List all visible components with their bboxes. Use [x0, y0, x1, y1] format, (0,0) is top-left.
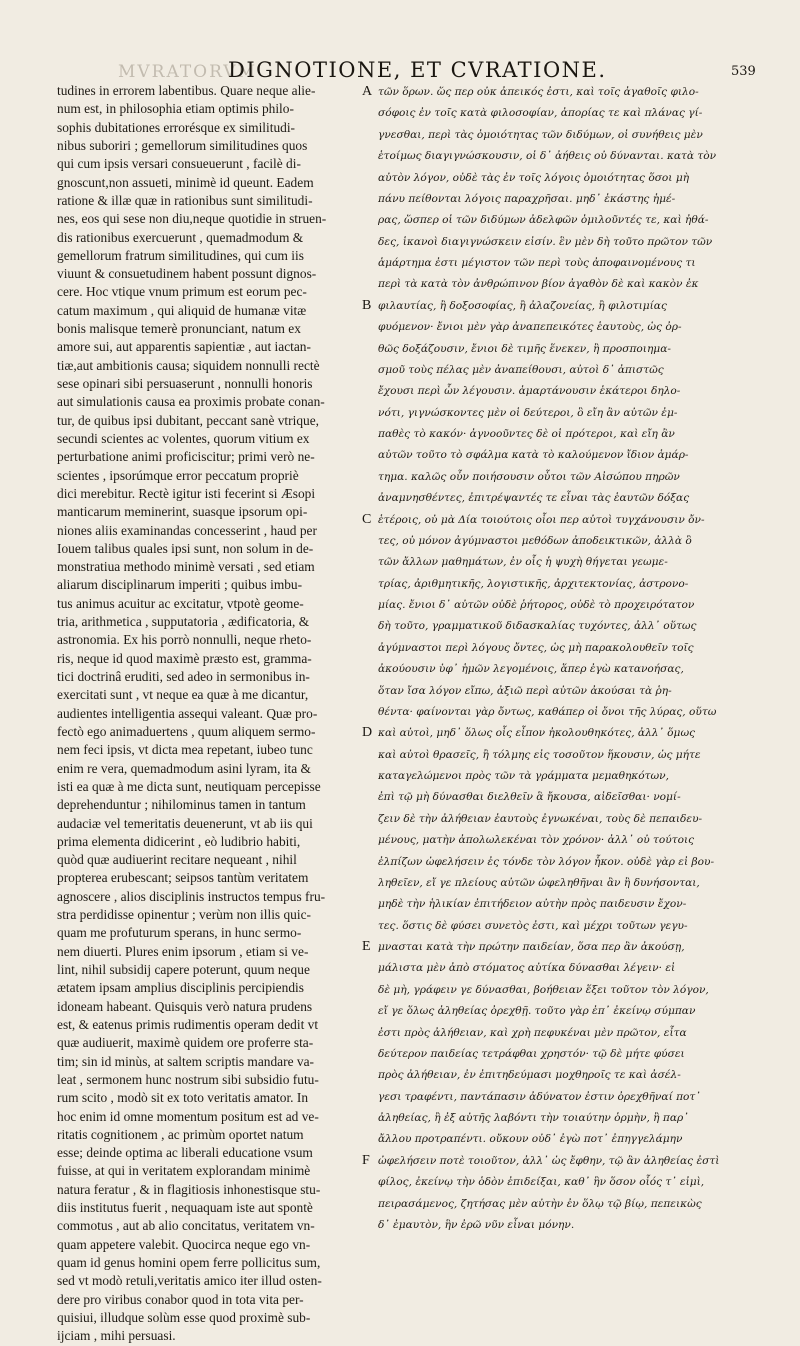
greek-text-line: γνεσθαι, περὶ τὰς ὁμοιότητας τῶν διδύμων, οἱ συνήθεις μὲν — [378, 128, 703, 141]
latin-text-line: tria, arithmetica , supputatoria , ædificatoria, & — [57, 614, 310, 630]
latin-text-line: tim; sin id minùs, at saltem scriptis mandare va- — [57, 1053, 314, 1069]
greek-text-line: ἀναμνησθέντες, ἐπιτρέψαντές τε εἶναι τὰς ἑαυτῶν δόξας — [378, 492, 690, 505]
greek-text-line: φίλος, ἐκείνῳ τὴν ὁδὸν ἐπιδείξαι, καθ᾽ ἣν ὅσον οἷός τ᾽ εἰμὶ, — [378, 1176, 705, 1189]
margin-marker: A — [362, 84, 373, 99]
latin-text-line: nibus suboriri ; gemellorum similitudines quos — [57, 137, 308, 153]
latin-text-line: aut simulationis causa ea proximis probate conan- — [57, 394, 325, 410]
latin-text-line: cere. Hoc vtique vnum primum est eorum pec- — [57, 284, 307, 300]
latin-text-line: tudines in errorem labentibus. Quare neque alie- — [57, 83, 316, 98]
latin-text-line: quæ audiuerit, maximè quidem ore proferre sta- — [57, 1035, 314, 1051]
greek-text-line: ἄλλου προτραπέντι. οὔκουν οὐδ᾽ ἐγὼ ποτ᾽ ἐπηγγελάμην — [378, 1133, 683, 1146]
latin-text-line: enim re vera, quemadmodum asini lyram, ita & — [57, 760, 311, 776]
latin-text-line: bonis malisque temerè pronunciant, natum ex — [57, 321, 301, 337]
latin-text-line: quòd quæ audiuerint recitare nequeant , nihil — [57, 852, 297, 868]
running-head: DIGNOTIONE, ET CVRATIONE. — [228, 58, 607, 82]
latin-text-line: gemellorum fratrum similitudines, qui cum iis — [57, 247, 304, 263]
margin-marker: E — [362, 939, 371, 955]
greek-text-line: μίας. ἔνιοι δ᾽ αὐτῶν οὐδὲ ῥήτορος, οὐδὲ τὸ προχειρότατον — [378, 599, 695, 611]
greek-text-line: δὲ μὴ, γράφειν γε δύνασθαι, βοήθειαν ἕξει τοῦτον τὸν λόγον, — [378, 983, 709, 996]
greek-text-line: μνασται κατὰ τὴν πρώτην παιδείαν, ὅσα περ ἂν ἀκούσῃ, — [378, 941, 685, 953]
latin-text-line: quisiui, illudque solùm esse quod proximè sub- — [57, 1309, 311, 1325]
greek-text-line: πειρασάμενος, ζητήσας μὲν αὐτὴν ἐν ὅλῳ τῷ βίῳ, πεπεικὼς — [378, 1197, 702, 1210]
latin-text-line: ijciam , mihi persuasi. — [57, 1328, 176, 1344]
greek-text-line: μηδὲ τὴν ἡλικίαν ἐπιτήδειον αὐτὴν πρὸς παιδευσιν ἔχον- — [378, 898, 687, 911]
greek-text-line: ἀγύμναστοι περὶ λόγους ὄντες, ὡς μὴ παρακολουθεῖν τοῖς — [378, 641, 694, 654]
latin-text-line: aliarum disciplinarum imperiti ; quibus imbu- — [57, 577, 303, 593]
latin-text-line: catum maximum , qui aliquid de humanæ vitæ — [57, 302, 307, 318]
latin-text-line: nem feci ipsis, vt dicta mea repetant, iubeo tunc — [57, 742, 313, 758]
latin-text-line: nem diuerti. Plures enim ipsorum , etiam si ve- — [57, 943, 309, 959]
greek-text-line: ἑτοίμως διαγιγνώσκουσιν, οἱ δ᾽ ἀήθεις οὐ δύνανται. κατὰ τὸν — [378, 150, 717, 163]
greek-text-line: ἑτέροις, οὐ μὰ Δία τοιούτοις οἷοι περ αὐτοὶ τυγχάνουσιν ὄν- — [378, 513, 705, 526]
greek-text-line: καὶ αὐτοὶ θρασεῖς, ἢ τόλμης εἰς τοσοῦτον ἥκουσιν, ὡς μήτε — [378, 748, 701, 761]
latin-text-line: natura feratur , & in flagitiosis inhonestisque stu- — [57, 1181, 321, 1197]
latin-text-line: gnoscunt,non assueti, minimè id queunt. Eadem — [57, 174, 314, 190]
bleed-through-header: MVRATORVM — [118, 62, 257, 82]
greek-text-line: μένους, ματὴν ἀπολωλεκέναι τὸν χρόνον· ἀλλ᾽ οὐ τούτοις — [378, 834, 695, 847]
latin-text-line: secundi scientes ac volentes, quorum vitium ex — [57, 430, 310, 446]
latin-text-line: tiæ,aut ambitionis causa; siquidem nonnulli rectè — [57, 357, 320, 373]
latin-text-line: est, & eatenus primis rudimentis operam dedit vt — [57, 1016, 319, 1032]
latin-text-line: quam me profuturum sperans, in hunc sermo- — [57, 925, 302, 941]
greek-text-line: ἀκούουσιν ὑφ᾽ ἡμῶν λεγομένοις, ἅπερ ἐγὼ κατανοήσας, — [378, 663, 684, 676]
latin-text-line: astronomia. Ex his porrò nonnulli, neque rheto- — [57, 632, 312, 648]
latin-text-line: idoneam habeant. Quisquis verò natura prudens — [57, 998, 313, 1014]
latin-text-line: num est, in philosophia etiam optimis philo- — [57, 101, 294, 117]
latin-text-line: monstratiua methodo minimè versati , sed etiam — [57, 559, 315, 575]
latin-text-line: diis institutus fuerit , nequaquam iste aut spontè — [57, 1200, 313, 1216]
greek-text-line: δ᾽ ἐμαυτὸν, ἣν ἐρῶ νῦν εἶναι μόνην. — [378, 1218, 575, 1231]
greek-text-line: δες, ἱκανοὶ διαγιγνώσκειν εἰσίν. ἓν μὲν δὴ τοῦτο πρῶτον τῶν — [378, 235, 713, 248]
latin-text-line: leat , sermonem hunc nostrum sibi subsidio futu- — [57, 1071, 319, 1087]
latin-text-line: fectò ego animaduertens , quum aliquem sermo- — [57, 723, 316, 739]
latin-text-line: perturbatione animi proficiscitur; primi verò ne- — [57, 449, 315, 465]
latin-text-line: sese opinari sibi persuaserunt , nonnulli honoris — [57, 376, 313, 391]
greek-text-line: ἀληθείας, ἢ ἐξ αὐτῆς λαβόντι τὴν τοιαύτην ὁρμὴν, ἢ παρ᾽ — [378, 1112, 689, 1124]
latin-text-line: hoc enim id omne momentum positum est ad ve- — [57, 1108, 319, 1124]
greek-text-line: θέντα· φαίνονται γὰρ ὄντως, καθάπερ οἱ ὄνοι τῆς λύρας, οὕτω — [378, 705, 717, 718]
greek-text-line: φυόμενον· ἔνιοι μὲν γὰρ ἀναπεπεικότες ἑαυτοὺς, ὡς ὀρ- — [378, 321, 682, 334]
latin-text-line: dis rationibus exercuerunt , quemadmodum & — [57, 229, 304, 245]
latin-text-line: ris, neque id quod maximè præsto est, gramma- — [57, 650, 312, 666]
latin-text-line: Iouem talibus quales ipsi sunt, non solum in de- — [57, 540, 314, 556]
greek-text-line: τες. ὅστις δὲ φύσει συνετὸς ἐστι, καὶ μέχρι τοῦτων γεγυ- — [378, 919, 688, 932]
greek-text-line: σμοῦ τοὺς πέλας μὲν ἀναπείθουσι, αὐτοὶ δ᾽ ἀπιστῶς — [378, 363, 664, 376]
greek-text-line: εἴ γε ὅλως ἀληθείας ὀρεχθῇ. τοῦτο γὰρ ἐπ᾽ ἐκείνῳ σύμπαν — [378, 1005, 696, 1018]
latin-text-line: niones aliis examinandas concesserint , haud per — [57, 522, 317, 538]
page-number: 539 — [731, 64, 756, 79]
latin-text-line: tur, de quibus ipsi dubitant, peccant sanè vtrique, — [57, 412, 320, 428]
greek-text-line: μάλιστα μὲν ἀπὸ στόματος αὐτίκα δύνασθαι λέγειν· εἰ — [378, 962, 676, 975]
greek-text-line: ὅταν ἴσα λόγον εἴπω, ἀξιῶ περὶ αὐτῶν ἀκούσαι τὰ ῥη- — [378, 684, 672, 697]
latin-text-line: propterea erubescant; seipsos tantùm veritatem — [57, 870, 309, 886]
latin-text-line: exercitati sunt , vt neque ea quæ à me dicantur, — [57, 687, 309, 703]
greek-text-line: ἁμάρτημα ἐστι μέγιστον τῶν περὶ τοὺς ἀποφαινομένους τι — [378, 257, 696, 269]
latin-text-line: prima elementa didicerint , eò ludibrio habiti, — [57, 833, 301, 849]
greek-text-line: αὐτῶν τοῦτο τὸ σφάλμα κατὰ τὸ καλούμενον ἴδιον ἁμάρ- — [378, 449, 689, 462]
latin-text-line: tus animus acuitur ac excitatur, vtpotè geome- — [57, 595, 304, 611]
greek-text-line: ἐπὶ τῷ μὴ δύνασθαι διελθεῖν ἃ ἤκουσα, αἰδεῖσθαι· νομί- — [378, 791, 681, 804]
latin-text-line: dere pro viribus conabor quod in tota vita per- — [57, 1291, 304, 1307]
greek-text-line: πάνυ πείθονται λόγοις παραχρῆσαι. μηδ᾽ ἑκάστης ἡμέ- — [378, 192, 676, 205]
greek-column — [378, 82, 762, 1236]
greek-text-line: καταγελώμενοι πρὸς τῶν τὰ γράμματα μεμαθηκότων, — [378, 770, 669, 782]
latin-text-line: tici doctrinâ eruditi, sed adeo in sermonibus in- — [57, 669, 310, 684]
latin-text-line: fuisse, at qui in veritatem explorandam minimè — [57, 1163, 311, 1179]
greek-text-line: θῶς δοξάζουσιν, ἔνιοι δὲ τιμῆς ἕνεκεν, ἢ προσποιημα- — [378, 342, 671, 355]
greek-text-line: αὐτὸν λόγον, οὐδὲ τὰς ἐν τοῖς λόγοις ὁμοιότητας ὅσοι μὴ — [378, 171, 690, 184]
greek-text-line: περὶ τὰ κατὰ τὸν ἀνθρώπινον βίον ἀγαθὸν δὲ καὶ κακὸν ἐκ — [378, 278, 699, 291]
latin-text-line: sophis dubitationes errorésque ex similitudi- — [57, 119, 296, 135]
latin-text-line: dici merebitur. Rectè igitur isti fecerint si Æsopi — [57, 485, 316, 501]
latin-text-line: sed vt modò retuli,veritatis amico iter illud osten- — [57, 1273, 322, 1289]
greek-text-line: ρας, ὥσπερ οἱ τῶν διδύμων ἀδελφῶν ὁμιλοῦντές τε, καὶ ἠθά- — [378, 214, 709, 227]
latin-text-line: agnoscere , alios disciplinis instructos tempus fru- — [57, 888, 326, 904]
greek-text-line: νότι, γιγνώσκοντες μὲν οἱ δεύτεροι, ὃ εἴη ἂν αὐτῶν ἐμ- — [378, 406, 678, 419]
latin-text-line: viuunt & consuetudinem habent possunt dignos- — [57, 266, 317, 282]
greek-text-line: τημα. καλῶς οὖν ποιήσουσιν οὗτοι τῶν Αἰσώπου πηρῶν — [378, 470, 680, 483]
greek-text-line: δεύτερον παιδείας τετράφθαι χρηστόν· τῷ δὲ μήτε φύσει — [378, 1047, 685, 1060]
latin-text-line: commotus , aut ab alio concitatus, veritatem vn- — [57, 1218, 315, 1234]
latin-text-line: stra perdidisse opinentur ; verùm non illis quic- — [57, 907, 312, 923]
latin-text-line: audientes intelligentia assequi valeant. Quæ pro- — [57, 705, 318, 721]
margin-marker: C — [362, 511, 372, 527]
greek-text-line: δὴ τοῦτο, γραμματικοῦ διδασκαλίας τυχόντες, ἀλλ᾽ οὕτως — [378, 620, 697, 633]
greek-text-line: ἐλπίζων ὠφελήσειν ἐς τόνδε τὸν λόγον ἧκον. οὐδὲ γὰρ εἰ βου- — [378, 855, 715, 868]
latin-text-line: manticarum meminerint, suasque ipsorum opi- — [57, 504, 308, 520]
latin-text-line: scientes , ipsorúmque error peccatum propriè — [57, 467, 299, 483]
latin-text-line: esse; deinde optima ac liberali educatione vsum — [57, 1145, 313, 1161]
greek-text-line: φιλαυτίας, ἢ δοξοσοφίας, ἢ ἀλαζονείας, ἢ φιλοτιμίας — [378, 299, 667, 312]
greek-text-line: ἐστι πρὸς ἀλήθειαν, καὶ χρὴ πεφυκέναι μὲν πρῶτον, εἶτα — [378, 1026, 687, 1039]
latin-column — [57, 82, 359, 1346]
latin-text-line: rum scito , modò sit ex toto veritatis amator. In — [57, 1090, 309, 1106]
greek-text-line: τρίας, ἀριθμητικῆς, λογιστικῆς, ἀρχιτεκτονίας, ἀστρονο- — [378, 577, 689, 590]
greek-text-line: γεσι τραφέντι, παντάπασιν ἀδύνατον ἐστιν ὀρεχθῆναί ποτ᾽ — [378, 1090, 701, 1103]
greek-text-line: ὠφελήσειν ποτὲ τοιοῦτον, ἀλλ᾽ ὡς ἔφθην, τῷ ἂν ἀληθείας ἐστὶ — [378, 1154, 720, 1167]
latin-text-line: deprehenduntur ; nihilominus tamen in tantum — [57, 797, 306, 813]
latin-text-line: isti ea quæ à me dicta sunt, neutiquam percepisse — [57, 778, 321, 794]
latin-text-line: lint, nihil subsidij capere poterunt, quum neque — [57, 962, 310, 977]
greek-text-line: ληθεῖεν, εἴ γε πλείους αὐτῶν ὠφεληθῆναι ἂν ἢ δυνήσονται, — [378, 876, 700, 889]
latin-text-line: quam appetere valebit. Quocirca neque ego vn- — [57, 1236, 311, 1252]
latin-text-line: amore sui, aut apparentis sapientiæ , aut iactan- — [57, 339, 311, 355]
latin-text-line: qui cum ipsis versari consueuerunt , facilè di- — [57, 156, 301, 172]
latin-text-line: nes, eos qui sese non diu,neque quotidie in struen- — [57, 211, 327, 227]
greek-text-line: σόφοις ἐν τοῖς κατὰ φιλοσοφίαν, ἀπορίας τε καὶ πλάνας γί- — [378, 107, 703, 120]
latin-text-line: ratione & illæ quæ in rationibus sunt similitudi- — [57, 192, 313, 208]
greek-text-line: τῶν ἄλλων μαθημάτων, ἐν οἷς ἡ ψυχὴ θήγεται γεωμε- — [378, 556, 668, 569]
latin-text-line: audaciæ vel temeritatis deuenerunt, vt ab iis qui — [57, 815, 313, 831]
greek-text-line: καὶ αὐτοὶ, μηδ᾽ ὅλως οἷς εἶπον ἠκολουθηκότες, ἀλλ᾽ ὅμως — [378, 727, 696, 740]
greek-text-line: παθὲς τὸ κακόν· ἀγνοοῦντες δὲ οἱ πρότεροι, καὶ εἴη ἂν — [378, 428, 675, 440]
margin-marker: B — [362, 297, 372, 313]
greek-text-line: ζειν δὲ τὴν ἀλήθειαν ἑαυτοὺς ἐγνωκέναι, τοὺς δὲ πεπαιδευ- — [378, 812, 703, 825]
greek-text-line: τες, οὐ μόνον ἀγύμναστοι μεθόδων ἀποδεικτικῶν, ἀλλὰ ὃ — [378, 534, 692, 547]
margin-marker: D — [362, 725, 373, 741]
latin-text-line: quam id genus homini opem ferre pollicitus sum, — [57, 1255, 321, 1270]
margin-marker: F — [362, 1153, 370, 1168]
latin-text-line: ritatis cognitionem , ac primùm oportet natum — [57, 1126, 304, 1142]
latin-text-line: ætatem ipsam amplius disciplinis percipiendis — [57, 980, 304, 996]
greek-text-line: πρὸς ἀλήθειαν, ἐν ἐπιτηδεύμασι μοχθηροῖς τε καὶ ἀσέλ- — [378, 1069, 681, 1082]
greek-text-line: ἔχουσι περὶ ὧν λέγουσιν. ἁμαρτάνουσιν ἑκάτεροι δηλο- — [378, 385, 681, 398]
greek-text-line: τῶν ὅρων. ὥς περ οὐκ ἀπεικός ἐστι, καὶ τοῖς ἀγαθοῖς φιλο- — [378, 86, 699, 98]
